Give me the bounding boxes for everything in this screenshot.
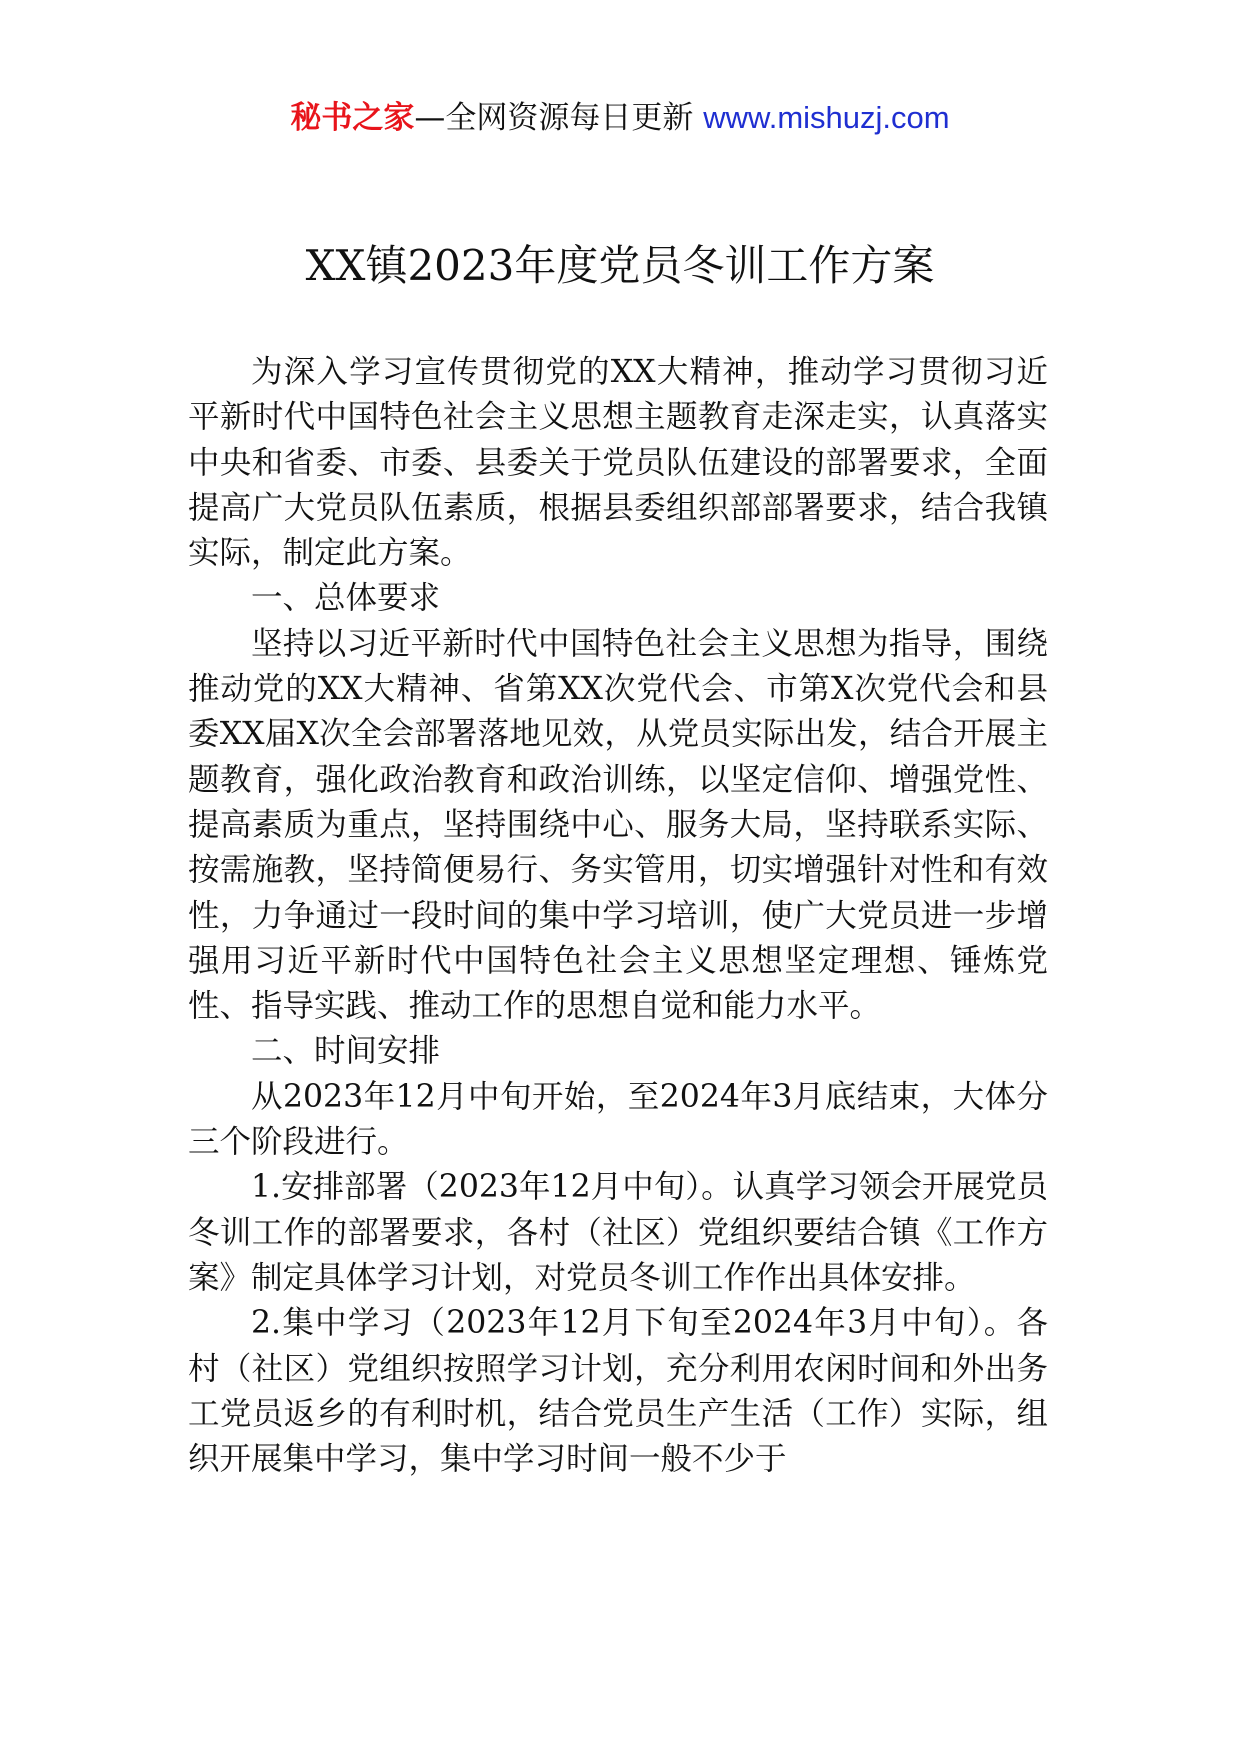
site-url-link[interactable]: www.mishuzj.com (703, 100, 950, 135)
general-requirements-paragraph: 坚持以习近平新时代中国特色社会主义思想为指导，围绕推动党的XX大精神、省第XX次党代会、市第X次党代会和县委XX届X次全会部署落地见效，从党员实际出发，结合开展主题教育，强化政治教育和政治训练，以坚定信仰、增强党性、提高素质为重点，坚持围绕中心、服务大局，坚持联系实际、按需施教，坚持简便易行、务实管用，切实增强针对性和有效性，力争通过一段时间的集中学习培训，使广大党员进一步增强用习近平新时代中国特色社会主义思想坚定理想、锤炼党性、指导实践、推动工作的思想自觉和能力水平。 (188, 625, 1048, 1025)
brand-name: 秘书之家 (290, 100, 415, 136)
schedule-stage-1-paragraph: 1.安排部署（2023年12月中旬）。认真学习领会开展党员冬训工作的部署要求，各村（社区）党组织要结合镇《工作方案》制定具体学习计划，对党员冬训工作作出具体安排。 (188, 1169, 1048, 1296)
document-body (188, 350, 1048, 1482)
document-title: XX镇2023年度党员冬训工作方案 (305, 241, 935, 290)
schedule-stage-2-paragraph: 2.集中学习（2023年12月下旬至2024年3月中旬）。各村（社区）党组织按照学习计划，充分利用农闲时间和外出务工党员返乡的有利时机，结合党员生产生活（工作）实际，组织开展集中学习，集中学习时间一般不少于 (188, 1305, 1048, 1478)
schedule-overview-paragraph: 从2023年12月中旬开始，至2024年3月底结束，大体分三个阶段进行。 (188, 1078, 1048, 1161)
section-heading-general-requirements: 一、总体要求 (251, 580, 441, 617)
intro-paragraph: 为深入学习宣传贯彻党的XX大精神，推动学习贯彻习近平新时代中国特色社会主义思想主题教育走深走实，认真落实中央和省委、市委、县委关于党员队伍建设的部署要求，全面提高广大党员队伍素质，根据县委组织部部署要求，结合我镇实际，制定此方案。 (188, 354, 1048, 572)
brand-tagline: —全网资源每日更新 (414, 100, 694, 136)
section-heading-schedule: 二、时间安排 (251, 1033, 441, 1070)
site-header-banner (0, 98, 1240, 138)
